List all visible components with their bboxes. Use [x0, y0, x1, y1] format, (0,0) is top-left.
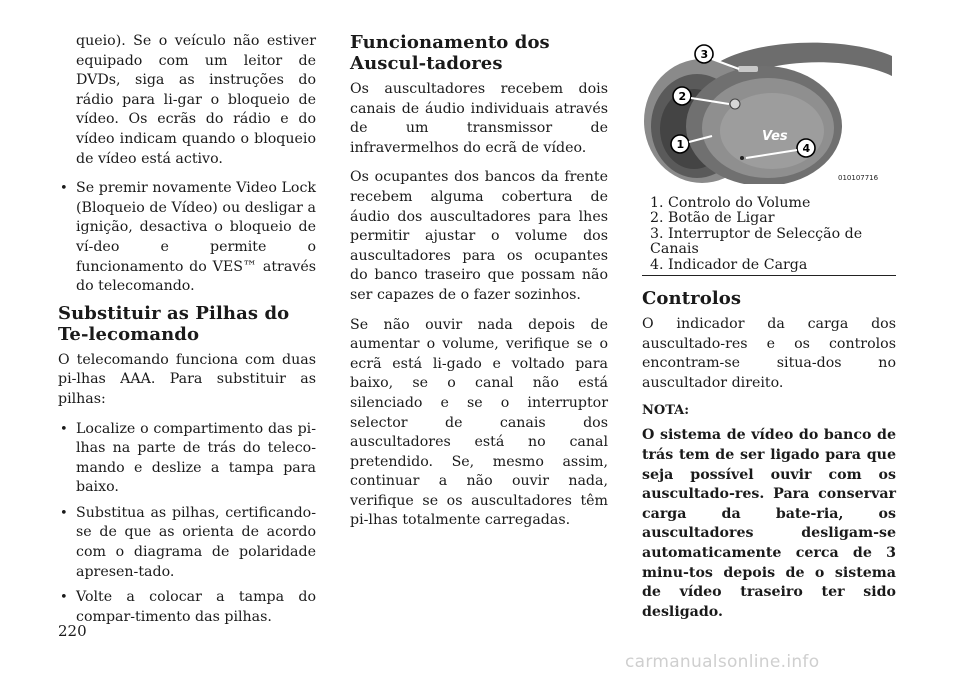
callout-item: 2. Botão de Ligar [650, 210, 775, 227]
paragraph-continued: queio). Se o veículo não estiver equipado com um leitor de DVDs, siga as instruções do rádio para li-gar o bloqueio de vídeo. Os ecrãs do rádio e do vídeo indicam quando o bloqueio de vídeo está activo. [76, 33, 316, 167]
callout-marker-3: 3 [700, 48, 709, 61]
paragraph-intro: O telecomando funciona com duas pi-lhas AAA. Para substituir as pilhas: [58, 351, 316, 407]
bullet-item: • Se premir novamente Video Lock (Bloqueio de Vídeo) ou desligar a ignição, desactiva o bloqueio de ví-deo e permite o funcionamento do VES™ através do telecomando. [58, 179, 316, 297]
callout-marker-2: 2 [678, 90, 687, 103]
callout-item: 1. Controlo do Volume [650, 195, 811, 211]
heading-headphones-operation: Funcionamento dos Auscul-tadores [350, 32, 550, 74]
bullet-item: • Localize o compartimento das pi-lhas na parte de trás do teleco-mando e deslize a tampa para baixo. [58, 420, 316, 498]
callout-marker-4: 4 [802, 142, 811, 155]
bullet-item: • Substitua as pilhas, certificando-se de que as orienta de acordo com o diagrama de polaridade apresen-tado. [58, 504, 316, 582]
heading-replace-batteries: Substituir as Pilhas do Te-lecomando [58, 302, 290, 345]
column-middle [350, 32, 608, 541]
paragraph: Os ocupantes dos bancos da frente recebem alguma cobertura de áudio dos auscultadores para lhes permitir ajustar o volume dos auscultadores para os ocupantes do banco traseiro que possam não ser capazes de o fazer sozinhos. [350, 169, 608, 303]
bullet-list-battery-steps [58, 420, 316, 628]
headphones-figure [642, 36, 896, 184]
column-left [58, 32, 316, 633]
watermark: carmanualsonline.info [625, 652, 820, 672]
heading-controls: Controlos [642, 288, 742, 310]
ves-logo: Ves [762, 129, 788, 144]
bullet-list-video-lock [58, 179, 316, 297]
column-right [642, 32, 896, 632]
paragraph: Os auscultadores recebem dois canais de áudio individuais através de um transmissor de infravermelhos do ecrã de vídeo. [350, 81, 608, 156]
note-label: NOTA: [642, 403, 690, 419]
figure-callouts [642, 196, 896, 276]
figure-code: 010107716 [838, 174, 879, 182]
callout-marker-1: 1 [676, 138, 685, 151]
paragraph: Se não ouvir nada depois de aumentar o volume, verifique se o ecrã está li-gado e voltado para baixo, se o canal não está silenciado e se o interruptor selector de canais dos auscultadores está no canal pretendido. Se, mesmo assim, continuar a não ouvir nada, verifique se os auscultadores têm pi-lhas totalmente carregadas. [350, 316, 608, 529]
bullet-item: • Volte a colocar a tampa do compar-timento das pilhas. [58, 588, 316, 627]
headphones-illustration-icon [642, 36, 896, 184]
note-text: O sistema de vídeo do banco de trás tem de ser ligado para que seja possível ouvir com os auscultado-res. Para conservar carga da bate-ria, os auscultadores desligam-se automaticamente cerca de 3 minu-tos depois de o sistema de vídeo traseiro ter sido desligado. [642, 427, 896, 620]
paragraph: O indicador da carga dos auscultado-res e os controlos encontram-se situa-dos no auscultador direito. [642, 316, 896, 391]
page-number: 220 [58, 622, 87, 640]
callout-item: 3. Interruptor de Selecção de Canais [650, 225, 863, 258]
callout-item: 4. Indicador de Carga [650, 256, 808, 273]
